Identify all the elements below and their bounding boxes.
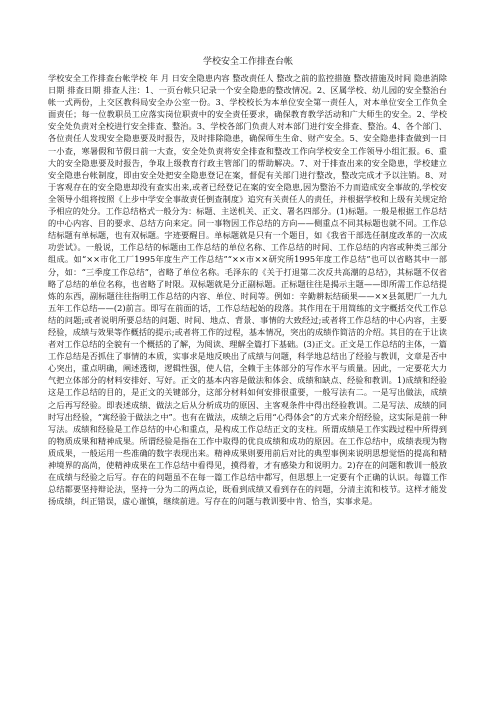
document-body: 学校安全工作排查台帐学校 年 月 日安全隐患内容 整改责任人 整改之前的监控措施 整改措施及时间 隐患消除日期 排查日期 排查人注：1、一页台帐只记录一个安全隐患的整改情况。2、区属学校、幼儿园的安全整治台帐一式两份，上交区教科局安全办公室一份。3、学校校长为本单位安全第一责任人，对本单位安全工作负全面责任；每一位教职员工应落实岗位职责中的安全责任要求，确保教育教学活动和广大师生的安全。2、学校安全处负责对全校进行安全排查、整治。3、学校各部门负责人对本部门进行安全排查、整治。4、各个部门、各位责任人发现安全隐患要及时报告，及时排除隐患，确保师生生命、财产安全。5、安全隐患排查做到一日一小查，寒暑假和节假日前一大查，安全处负责将安全排查和整改工作向学校安全工作领导小组汇报。6、重大的安全隐患要及时报告，争取上级教育行政主管部门的帮助解决。7、对于排查出来的安全隐患，学校建立安全隐患台帐制度，即由安全处把安全隐患登记在案，督促有关部门进行整改，整改完成才予以注销。8、对于客观存在的安全隐患却没有查实出来,或者已经登记在案的安全隐患,因为整治不力而造成安全事故的,学校安全领导小组将按照《上步中学安全事故责任倒查制度》追究有关责任人的责任，并根据学校和上级有关规定给予相应的处分。工作总结格式一般分为：标题、主送机关、正文、署名四部分。(1)标题。一般是根据工作总结的中心内容、目的要求、总结方向来定。同一事物因工作总结的方向——侧重点不同其标题也就不同。工作总结标题有单标题，也有双标题。字迹要醒目。单标题就是只有一个题目，如《我省干部选任制度改革的一次成功尝试》。一般说，工作总结的标题由工作总结的单位名称、工作总结的时间、工作总结的内容或种类三部分组成。如“××市化工厂1995年度生产工作总结”“××市××研究所1995年度工作总结”也可以省略其中一部分，如：“三季度工作总结”，省略了单位名称。毛泽东的《关于打退第二次反共高潮的总结》，其标题不仅省略了总结的单位名称，也省略了时限。双标题就是分正副标题。正标题往往是揭示主题——即所需工作总结提炼的东西，副标题往往指明工作总结的内容、单位、时间等。例如：辛勤耕耘结硕果——××县氮肥厂一九九五年工作总结——(2)前言。即写在前面的话，工作总结起始的段落。其作用在于用简练的文字概括交代工作总结的问题;或者说明所要总结的问题、时间、地点、背景、事情的大致经过;或者将工作总结的中心内容，主要经验，成绩与效果等作概括的提示;或者将工作的过程，基本情况，突出的成绩作简洁的介绍。其目的在于让读者对工作总结的全貌有一个概括的了解，为阅读、理解全篇打下基础。(3)正文。正文是工作总结的主体，一篇工作总结是否抓住了事情的本质，实事求是地反映出了成绩与问题，科学地总结出了经验与教训，文章是否中心突出，重点明确，阐述透彻，逻辑性强，使人信，全赖于主体部分的写作水平与质量。因此，一定要花大力气把立体部分的材料安排好、写好。正文的基本内容是做法和体会、成绩和缺点、经验和教训。1)成绩和经验这是工作总结的目的，是正文的关键部分，这部分材料如何安排很重要，一般写法有二。一是写出做法，成绩之后再写经验。即表述成绩、做法之后从分析成功的原因、主客观条件中得出经验教训。二是写法、成绩的同时写出经验，“寓经验于做法之中”。也有在做法，成绩之后用“心得体会”的方式来介绍经验，这实际是前一种写法。成绩和经验是工作总结的中心和重点，是构成工作总结正文的支柱。所谓成绩是工作实践过程中所得到的物质成果和精神成果。所谓经验是指在工作中取得的优良成绩和成功的原因。在工作总结中，成绩表现为物质成果，一般运用一些准确的数字表现出来。精神成果则要用前后对比的典型事例来说明思想觉悟的提高和精神境界的高尚，使精神成果在工作总结中看得见，摸得着，才有感染力和说明力。2)存在的问题和教训一般放在成绩与经验之后写。存在的问题虽不在每一篇工作总结中都写，但思想上一定要有个正确的认识。每篇工作总结都要坚持辩论法，坚持一分为二的两点论，既看到成绩又看到存在的问题，分清主流和枝节。这样才能发扬成绩，纠正错误，虚心谨慎，继续前进。写存在的问题与教训要中肯、恰当，实事求是。 — [48, 73, 447, 507]
document-title: 学校安全工作排查台帐 — [202, 57, 293, 67]
